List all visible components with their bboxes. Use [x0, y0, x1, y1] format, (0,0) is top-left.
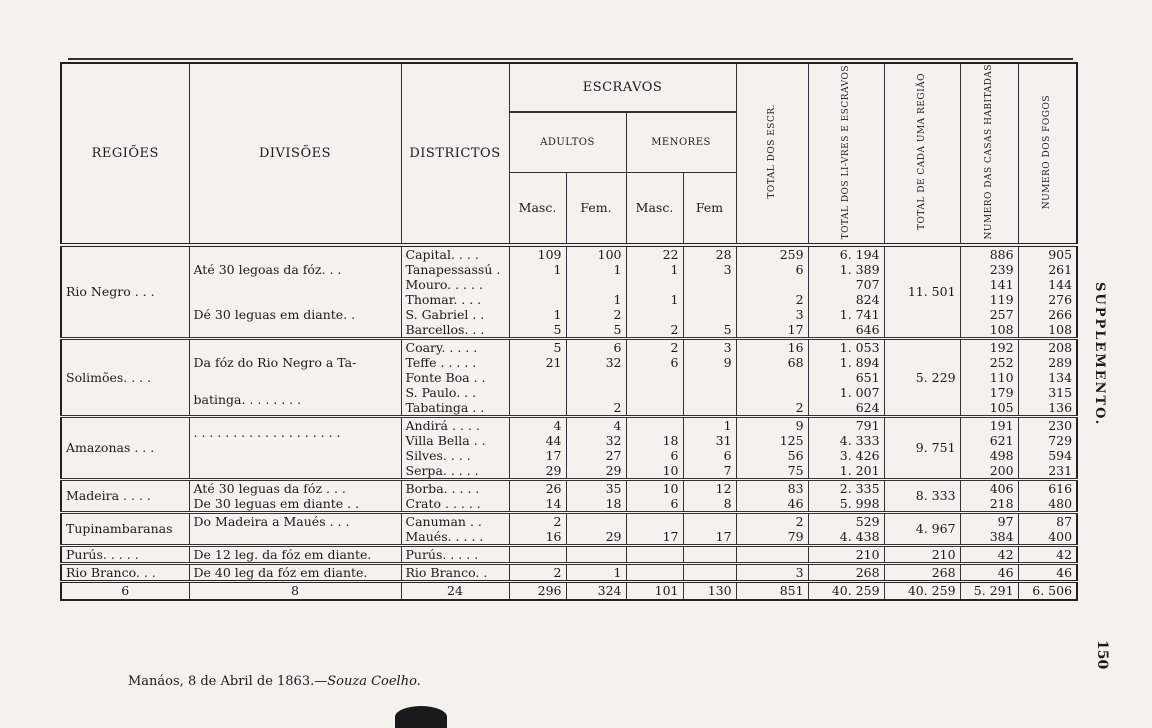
- adult-masc: 5: [509, 322, 566, 339]
- table-row: [61, 512, 1077, 529]
- division-name: De 30 leguas em diante . .: [189, 496, 401, 513]
- adult-masc: 29: [509, 463, 566, 480]
- total-regioes: 6: [61, 581, 189, 600]
- division-name: Até 30 legoas da fóz. . .: [189, 245, 401, 292]
- district-name: Purús. . . . .: [401, 545, 509, 563]
- total-escravos-cell: 2: [736, 400, 808, 417]
- header-casas: NUMERO DAS CASAS HABITADAS: [960, 63, 1018, 245]
- minor-fem: [683, 563, 736, 581]
- minor-fem: [683, 512, 736, 529]
- header-adultos: ADULTOS: [509, 112, 626, 173]
- table-row: [61, 245, 1077, 262]
- district-name: Crato . . . . .: [401, 496, 509, 513]
- casas-cell: 179: [960, 385, 1018, 400]
- total-escravos-cell: 46: [736, 496, 808, 513]
- total-adult-masc: 296: [509, 581, 566, 600]
- minor-masc: [626, 563, 683, 581]
- minor-masc: [626, 277, 683, 292]
- district-name: Borba. . . . .: [401, 479, 509, 496]
- adult-fem: 35: [566, 479, 626, 496]
- region-total: 8. 333: [884, 479, 960, 512]
- header-regioes: REGIÕES: [61, 63, 189, 245]
- casas-cell: 406: [960, 479, 1018, 496]
- casas-cell: 97: [960, 512, 1018, 529]
- region-name: Madeira . . . .: [61, 479, 189, 512]
- adult-masc: 14: [509, 496, 566, 513]
- fogos-cell: 400: [1018, 529, 1077, 546]
- minor-fem: 17: [683, 529, 736, 546]
- minor-masc: [626, 512, 683, 529]
- district-name: Canuman . .: [401, 512, 509, 529]
- district-name: S. Paulo. . .: [401, 385, 509, 400]
- division-name: [189, 529, 401, 546]
- adult-fem: 18: [566, 496, 626, 513]
- adult-fem: 1: [566, 563, 626, 581]
- adult-masc: 44: [509, 433, 566, 448]
- minor-fem: 5: [683, 322, 736, 339]
- total-divisoes: 8: [189, 581, 401, 600]
- adult-fem: 2: [566, 307, 626, 322]
- table-row: [61, 416, 1077, 433]
- fogos-cell: 230: [1018, 416, 1077, 433]
- adult-masc: [509, 292, 566, 307]
- total-escravos-cell: 3: [736, 563, 808, 581]
- total-livres-cell: 624: [808, 400, 884, 417]
- total-livres-cell: 4. 438: [808, 529, 884, 546]
- header-fogos: NUMERO DOS FOGOS: [1018, 63, 1077, 245]
- total-escravos-cell: [736, 277, 808, 292]
- region-total: 11. 501: [884, 245, 960, 339]
- minor-masc: [626, 307, 683, 322]
- division-name: batinga. . . . . . . .: [189, 385, 401, 417]
- total-livres-cell: 210: [808, 545, 884, 563]
- fogos-cell: 87: [1018, 512, 1077, 529]
- fogos-cell: 208: [1018, 338, 1077, 355]
- fogos-cell: 108: [1018, 322, 1077, 339]
- header-adult-masc: Masc.: [509, 172, 566, 244]
- total-livres-cell: 1. 894: [808, 355, 884, 370]
- casas-cell: 239: [960, 262, 1018, 277]
- region-name: Amazonas . . .: [61, 416, 189, 479]
- fogos-cell: 231: [1018, 463, 1077, 480]
- adult-fem: [566, 545, 626, 563]
- total-livres-cell: 3. 426: [808, 448, 884, 463]
- district-name: Thomar. . . .: [401, 292, 509, 307]
- minor-fem: [683, 307, 736, 322]
- minor-masc: [626, 400, 683, 417]
- district-name: Teffe . . . . .: [401, 355, 509, 370]
- total-escravos-cell: 68: [736, 355, 808, 370]
- total-livres-cell: 1. 389: [808, 262, 884, 277]
- adult-masc: 4: [509, 416, 566, 433]
- minor-masc: 2: [626, 322, 683, 339]
- district-name: Tabatinga . .: [401, 400, 509, 417]
- fogos-cell: 42: [1018, 545, 1077, 563]
- total-livres-cell: 707: [808, 277, 884, 292]
- minor-masc: 6: [626, 355, 683, 370]
- adult-masc: 5: [509, 338, 566, 355]
- casas-cell: 141: [960, 277, 1018, 292]
- casas-cell: 110: [960, 370, 1018, 385]
- region-name: Purús. . . . .: [61, 545, 189, 563]
- header-districtos: DISTRICTOS: [401, 63, 509, 245]
- minor-fem: 12: [683, 479, 736, 496]
- adult-fem: 2: [566, 400, 626, 417]
- header-total-livres: TOTAL DOS LI-VRES E ESCRAVOS: [808, 63, 884, 245]
- total-districtos: 24: [401, 581, 509, 600]
- adult-masc: [509, 370, 566, 385]
- region-name: Tupinambaranas: [61, 512, 189, 545]
- total-escravos-cell: 125: [736, 433, 808, 448]
- fogos-cell: 905: [1018, 245, 1077, 262]
- total-escravos-cell: 75: [736, 463, 808, 480]
- fogos-cell: 289: [1018, 355, 1077, 370]
- adult-fem: 4: [566, 416, 626, 433]
- adult-masc: 16: [509, 529, 566, 546]
- minor-masc: 22: [626, 245, 683, 262]
- minor-fem: 28: [683, 245, 736, 262]
- header-total-escr: TOTAL DOS ESCR.: [736, 63, 808, 245]
- division-name: Até 30 leguas da fóz . . .: [189, 479, 401, 496]
- header-adult-fem: Fem.: [566, 172, 626, 244]
- top-rule: [68, 58, 1073, 60]
- fogos-cell: 134: [1018, 370, 1077, 385]
- region-total: 9. 751: [884, 416, 960, 479]
- header-minor-fem: Fem: [683, 172, 736, 244]
- region-total: 5. 229: [884, 338, 960, 416]
- minor-fem: 6: [683, 448, 736, 463]
- casas-cell: 200: [960, 463, 1018, 480]
- total-livres-cell: 791: [808, 416, 884, 433]
- fogos-cell: 276: [1018, 292, 1077, 307]
- fogos-cell: 594: [1018, 448, 1077, 463]
- adult-fem: 100: [566, 245, 626, 262]
- casas-cell: 384: [960, 529, 1018, 546]
- table-row: [61, 563, 1077, 581]
- casas-cell: 191: [960, 416, 1018, 433]
- minor-fem: [683, 277, 736, 292]
- minor-fem: [683, 370, 736, 385]
- total-escravos: 851: [736, 581, 808, 600]
- adult-fem: [566, 385, 626, 400]
- casas-cell: 105: [960, 400, 1018, 417]
- minor-masc: 10: [626, 479, 683, 496]
- minor-fem: 3: [683, 262, 736, 277]
- district-name: Rio Branco. .: [401, 563, 509, 581]
- minor-masc: 18: [626, 433, 683, 448]
- total-escravos-cell: 9: [736, 416, 808, 433]
- total-livres-cell: 1. 741: [808, 307, 884, 322]
- total-minor-masc: 101: [626, 581, 683, 600]
- adult-masc: [509, 277, 566, 292]
- district-name: Villa Bella . .: [401, 433, 509, 448]
- minor-fem: [683, 385, 736, 400]
- minor-fem: 31: [683, 433, 736, 448]
- total-livres-cell: 1. 007: [808, 385, 884, 400]
- district-name: Capital. . . .: [401, 245, 509, 262]
- population-table: [60, 62, 1078, 601]
- total-escravos-cell: 6: [736, 262, 808, 277]
- region-name: Solimões. . . .: [61, 338, 189, 416]
- adult-fem: 32: [566, 433, 626, 448]
- district-name: Maués. . . . .: [401, 529, 509, 546]
- fogos-cell: 46: [1018, 563, 1077, 581]
- place-date: Manáos, 8 de Abril de 1863.—: [128, 674, 328, 689]
- adult-masc: 21: [509, 355, 566, 370]
- minor-fem: 8: [683, 496, 736, 513]
- total-escravos-cell: 259: [736, 245, 808, 262]
- minor-fem: 3: [683, 338, 736, 355]
- district-name: Tanapessassú .: [401, 262, 509, 277]
- casas-cell: 621: [960, 433, 1018, 448]
- total-livres-cell: 1. 201: [808, 463, 884, 480]
- adult-fem: 6: [566, 338, 626, 355]
- table-body: [61, 245, 1077, 582]
- minor-masc: [626, 545, 683, 563]
- adult-fem: 32: [566, 355, 626, 370]
- total-livres-cell: 4. 333: [808, 433, 884, 448]
- total-escravos-cell: [736, 545, 808, 563]
- adult-masc: [509, 385, 566, 400]
- fogos-cell: 261: [1018, 262, 1077, 277]
- signature-line: [128, 674, 421, 689]
- minor-masc: 17: [626, 529, 683, 546]
- header-menores: MENORES: [626, 112, 736, 173]
- minor-fem: 1: [683, 416, 736, 433]
- adult-masc: [509, 400, 566, 417]
- total-escravos-cell: 79: [736, 529, 808, 546]
- total-escravos-cell: 2: [736, 292, 808, 307]
- minor-masc: [626, 416, 683, 433]
- district-name: Fonte Boa . .: [401, 370, 509, 385]
- casas-cell: 192: [960, 338, 1018, 355]
- author: Souza Coelho.: [327, 674, 421, 689]
- casas-cell: 218: [960, 496, 1018, 513]
- casas-cell: 886: [960, 245, 1018, 262]
- header-total-regiao: TOTAL DE CADA UMA REGIÃO: [884, 63, 960, 245]
- district-name: Coary. . . . .: [401, 338, 509, 355]
- casas-cell: 257: [960, 307, 1018, 322]
- table-row: [61, 479, 1077, 496]
- fogos-cell: 616: [1018, 479, 1077, 496]
- fogos-cell: 315: [1018, 385, 1077, 400]
- adult-masc: 1: [509, 262, 566, 277]
- division-name: De 40 leg da fóz em diante.: [189, 563, 401, 581]
- district-name: Barcellos. . .: [401, 322, 509, 339]
- table-row: [61, 338, 1077, 355]
- division-name: De 12 leg. da fóz em diante.: [189, 545, 401, 563]
- fogos-cell: 144: [1018, 277, 1077, 292]
- adult-masc: 2: [509, 563, 566, 581]
- casas-cell: 119: [960, 292, 1018, 307]
- page-number: 150: [1094, 640, 1110, 670]
- total-livres-escravos: 40. 259: [808, 581, 884, 600]
- fogos-cell: 480: [1018, 496, 1077, 513]
- region-name: Rio Branco. . .: [61, 563, 189, 581]
- division-name: [189, 448, 401, 480]
- region-total: 268: [884, 563, 960, 581]
- minor-fem: [683, 292, 736, 307]
- casas-cell: 42: [960, 545, 1018, 563]
- total-minor-fem: 130: [683, 581, 736, 600]
- minor-masc: 6: [626, 448, 683, 463]
- total-escravos-cell: 83: [736, 479, 808, 496]
- minor-masc: 1: [626, 292, 683, 307]
- total-livres-cell: 268: [808, 563, 884, 581]
- casas-cell: 46: [960, 563, 1018, 581]
- district-name: S. Gabriel . .: [401, 307, 509, 322]
- minor-fem: [683, 400, 736, 417]
- total-escravos-cell: [736, 385, 808, 400]
- table-row: [61, 545, 1077, 563]
- adult-fem: [566, 512, 626, 529]
- total-escravos-cell: 17: [736, 322, 808, 339]
- fogos-cell: 266: [1018, 307, 1077, 322]
- adult-fem: 1: [566, 262, 626, 277]
- minor-fem: [683, 545, 736, 563]
- division-name: Dé 30 leguas em diante. .: [189, 292, 401, 339]
- minor-masc: 10: [626, 463, 683, 480]
- total-escravos-cell: 3: [736, 307, 808, 322]
- adult-masc: 1: [509, 307, 566, 322]
- total-livres-cell: 2. 335: [808, 479, 884, 496]
- adult-masc: 2: [509, 512, 566, 529]
- total-livres-cell: 646: [808, 322, 884, 339]
- fogos-cell: 729: [1018, 433, 1077, 448]
- adult-masc: 17: [509, 448, 566, 463]
- minor-fem: 7: [683, 463, 736, 480]
- total-escravos-cell: [736, 370, 808, 385]
- total-livres-cell: 529: [808, 512, 884, 529]
- division-name: Do Madeira a Maués . . .: [189, 512, 401, 529]
- total-regiao: 40. 259: [884, 581, 960, 600]
- district-name: Mouro. . . . .: [401, 277, 509, 292]
- adult-fem: [566, 370, 626, 385]
- total-escravos-cell: 16: [736, 338, 808, 355]
- minor-fem: 9: [683, 355, 736, 370]
- minor-masc: 2: [626, 338, 683, 355]
- adult-fem: 29: [566, 463, 626, 480]
- adult-masc: 26: [509, 479, 566, 496]
- header-divisoes: DIVISÕES: [189, 63, 401, 245]
- adult-fem: [566, 277, 626, 292]
- side-label: SUPPLEMENTO.: [1092, 282, 1107, 427]
- total-livres-cell: 5. 998: [808, 496, 884, 513]
- minor-masc: 6: [626, 496, 683, 513]
- region-total: 4. 967: [884, 512, 960, 545]
- total-livres-cell: 651: [808, 370, 884, 385]
- district-name: Silves. . . .: [401, 448, 509, 463]
- casas-cell: 108: [960, 322, 1018, 339]
- total-casas: 5. 291: [960, 581, 1018, 600]
- totals-row: [61, 581, 1077, 600]
- adult-fem: 27: [566, 448, 626, 463]
- fogos-cell: 136: [1018, 400, 1077, 417]
- minor-masc: [626, 370, 683, 385]
- region-name: Rio Negro . . .: [61, 245, 189, 339]
- adult-fem: 1: [566, 292, 626, 307]
- casas-cell: 252: [960, 355, 1018, 370]
- ink-blot: [395, 706, 447, 728]
- total-escravos-cell: 2: [736, 512, 808, 529]
- casas-cell: 498: [960, 448, 1018, 463]
- total-adult-fem: 324: [566, 581, 626, 600]
- total-livres-cell: 6. 194: [808, 245, 884, 262]
- total-fogos: 6. 506: [1018, 581, 1077, 600]
- minor-masc: [626, 385, 683, 400]
- region-total: 210: [884, 545, 960, 563]
- district-name: Andirá . . . .: [401, 416, 509, 433]
- division-name: . . . . . . . . . . . . . . . . . . .: [189, 416, 401, 448]
- adult-masc: 109: [509, 245, 566, 262]
- total-livres-cell: 1. 053: [808, 338, 884, 355]
- header-escravos: ESCRAVOS: [509, 63, 736, 112]
- total-livres-cell: 824: [808, 292, 884, 307]
- total-escravos-cell: 56: [736, 448, 808, 463]
- division-name: Da fóz do Rio Negro a Ta-: [189, 338, 401, 385]
- minor-masc: 1: [626, 262, 683, 277]
- adult-fem: 5: [566, 322, 626, 339]
- table-header: [61, 63, 1077, 245]
- adult-masc: [509, 545, 566, 563]
- adult-fem: 29: [566, 529, 626, 546]
- district-name: Serpa. . . . .: [401, 463, 509, 480]
- header-minor-masc: Masc.: [626, 172, 683, 244]
